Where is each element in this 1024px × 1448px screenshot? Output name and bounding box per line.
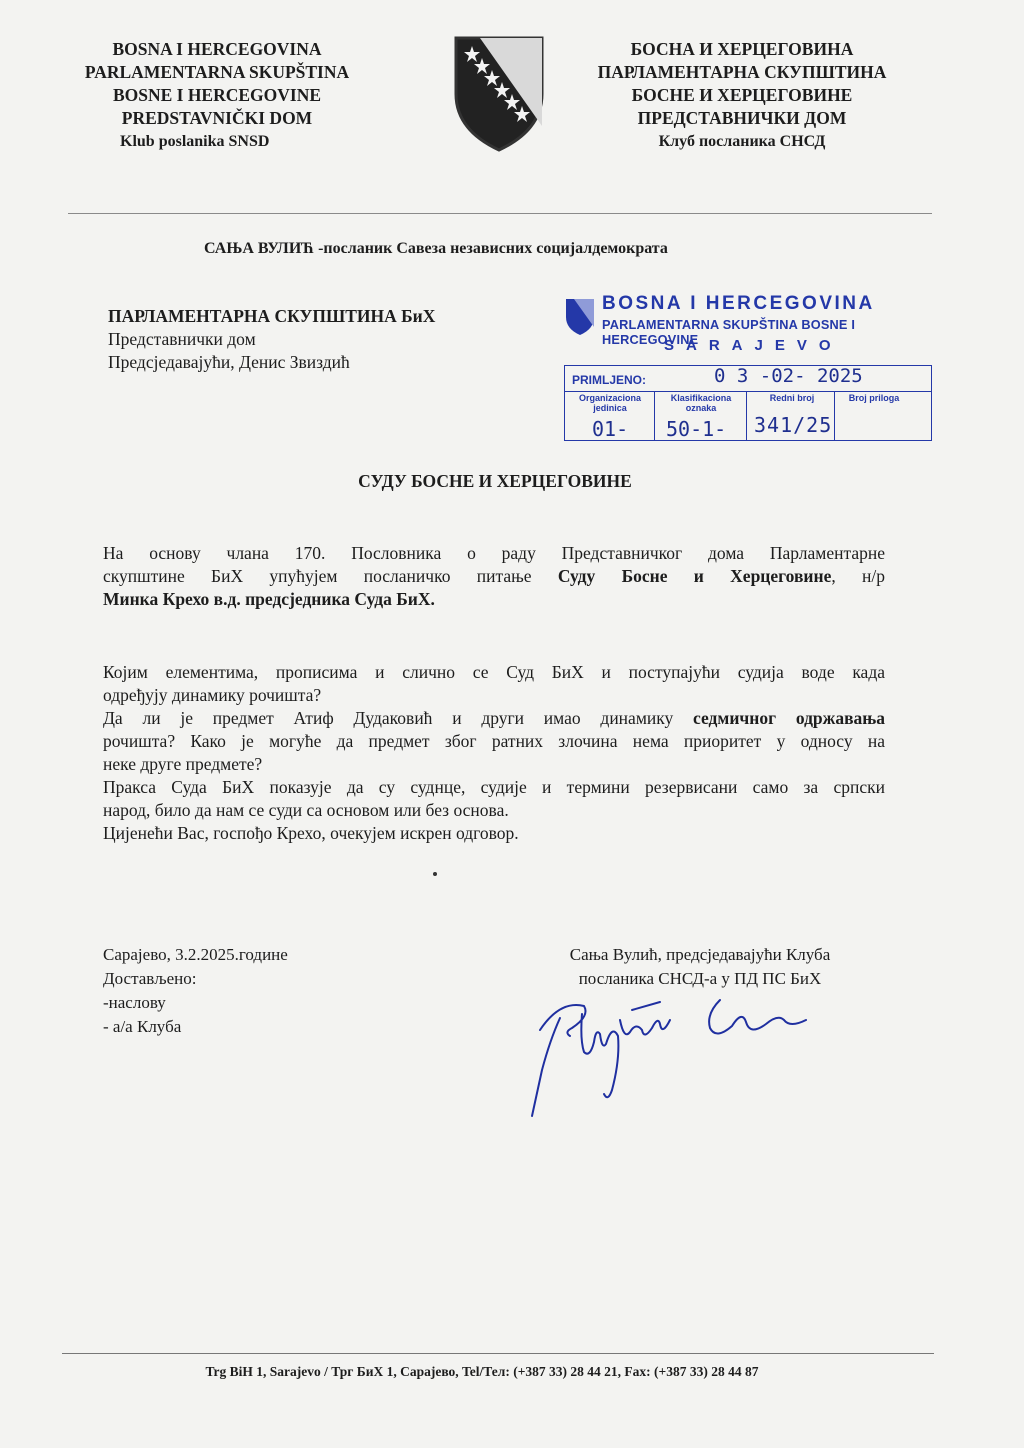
- sender-line: [204, 240, 668, 258]
- received-stamp: [558, 293, 934, 443]
- intro-attn: , н/р: [831, 566, 886, 586]
- stamp-subtitle: PARLAMENTARNA SKUPŠTINA BOSNE I HERCEGOVINE: [602, 317, 856, 347]
- header-left-line: PARLAMENTARNA SKUPŠTINA: [84, 62, 350, 82]
- question-line: неке друге предмете?: [103, 754, 263, 774]
- header-divider: [68, 213, 932, 214]
- closing-left: [103, 943, 288, 1039]
- sender-name: САЊА ВУЛИЋ: [204, 240, 315, 257]
- stamp-hand-org: 01-: [592, 417, 629, 441]
- intro-paragraph: [103, 542, 885, 611]
- header-right-line: БОСНА И ХЕРЦЕГОВИНА: [630, 39, 854, 59]
- stray-dot: [433, 872, 437, 876]
- stamp-city: SARAJEVO: [664, 337, 843, 354]
- intro-court: Суду Босне и Херцеговине: [557, 566, 832, 586]
- question-line: Цијенећи Вас, госпођо Крехо, очекујем искрен одговор.: [103, 823, 519, 843]
- stamp-received-label: PRIMLJENO:: [572, 373, 647, 387]
- stamp-col-divider: [834, 391, 835, 441]
- header-right-line: БОСНЕ И ХЕРЦЕГОВИНЕ: [631, 85, 853, 105]
- recipient-house: Представнички дом: [108, 329, 256, 349]
- subject-heading: СУДУ БОСНЕ И ХЕРЦЕГОВИНЕ: [358, 471, 632, 491]
- question-line: рочишта? Како је могуће да предмет због ратних злочина нема приоритет у односу на: [103, 731, 885, 751]
- recipient-org: ПАРЛАМЕНТАРНА СКУПШТИНА БиХ: [108, 306, 436, 326]
- header-left: [56, 38, 378, 153]
- stamp-hand-class: 50-1-: [666, 417, 727, 441]
- stamp-col-label: Klasifikaciona oznaka: [670, 393, 732, 413]
- stamp-hand-number: 341/25: [754, 413, 833, 437]
- question-text: Да ли је предмет Атиф Дудаковић и други имао динамику: [103, 708, 694, 728]
- question-line: [103, 707, 885, 730]
- closing-delivered: Достављено:: [103, 969, 197, 988]
- signature-icon: [520, 980, 840, 1120]
- question-line: Којим елементима, прописима и слично се Суд БиХ и поступајући судија воде када: [103, 662, 885, 682]
- question-emphasis: седмичног одржавања: [693, 708, 885, 728]
- footer-address: Trg BiH 1, Sarajevo / Трг БиХ 1, Сарајево, Tel/Тел: (+387 33) 28 44 21, Fax: (+387 33) 28 44 87: [205, 1364, 759, 1379]
- intro-line: На основу члана 170. Пословника о раду Представничког дома Парламентарне: [103, 543, 885, 563]
- closing-to: -наслову: [103, 993, 166, 1012]
- question-line: одређују динамику рочишта?: [103, 685, 322, 705]
- header-left-club: Klub poslanika SNSD: [120, 133, 270, 150]
- signer-club: посланика СНСД-а у ПД ПС БиХ: [578, 969, 822, 988]
- header-right: [584, 38, 900, 153]
- recipient-block: [108, 305, 435, 374]
- stamp-title: BOSNA I HERCEGOVINA: [602, 293, 875, 314]
- intro-text: скупштине БиХ упућујем посланичко питање: [103, 566, 558, 586]
- header-right-line: ПРЕДСТАВНИЧКИ ДОМ: [637, 108, 847, 128]
- stamp-col-divider: [654, 391, 655, 441]
- sender-role: -посланик Савеза независних социјалдемократа: [314, 240, 668, 257]
- recipient-chair: Предсједавајући, Денис Звиздић: [108, 352, 350, 372]
- intro-line: [103, 565, 885, 588]
- closing-place-date: Сарајево, 3.2.2025.године: [103, 945, 288, 964]
- question-paragraph: [103, 661, 885, 845]
- stamp-received-date: 0 3 -02- 2025: [714, 365, 863, 387]
- stamp-col-label: Redni broj: [769, 393, 815, 403]
- stamp-shield-icon: [564, 297, 596, 337]
- closing-to: - а/а Клуба: [103, 1017, 182, 1036]
- header-left-line: BOSNE I HERCEGOVINE: [112, 85, 322, 105]
- footer-divider: [62, 1353, 934, 1354]
- stamp-col-label: Organizaciona jedinica: [578, 393, 641, 413]
- question-line: народ, било да нам се суди са основом или без основа.: [103, 800, 509, 820]
- stamp-col-label: Broj priloga: [848, 393, 900, 403]
- header-right-club: Клуб посланика СНСД: [658, 133, 826, 150]
- stamp-col-divider: [746, 391, 747, 441]
- coat-of-arms-icon: [450, 34, 548, 154]
- stamp-row-divider: [564, 391, 932, 392]
- question-line: Пракса Суда БиХ показује да су суднце, судије и термини резервисани само за српски: [103, 777, 885, 797]
- header-right-line: ПАРЛАМЕНТАРНА СКУПШТИНА: [597, 62, 887, 82]
- signer-title: Сања Вулић, предсједавајући Клуба: [569, 945, 831, 964]
- header-left-line: PREDSTAVNIČKI DOM: [121, 108, 313, 128]
- intro-addressee: Минка Крехо в.д. предсједника Суда БиХ.: [103, 589, 435, 609]
- header-left-line: BOSNA I HERCEGOVINA: [112, 39, 322, 59]
